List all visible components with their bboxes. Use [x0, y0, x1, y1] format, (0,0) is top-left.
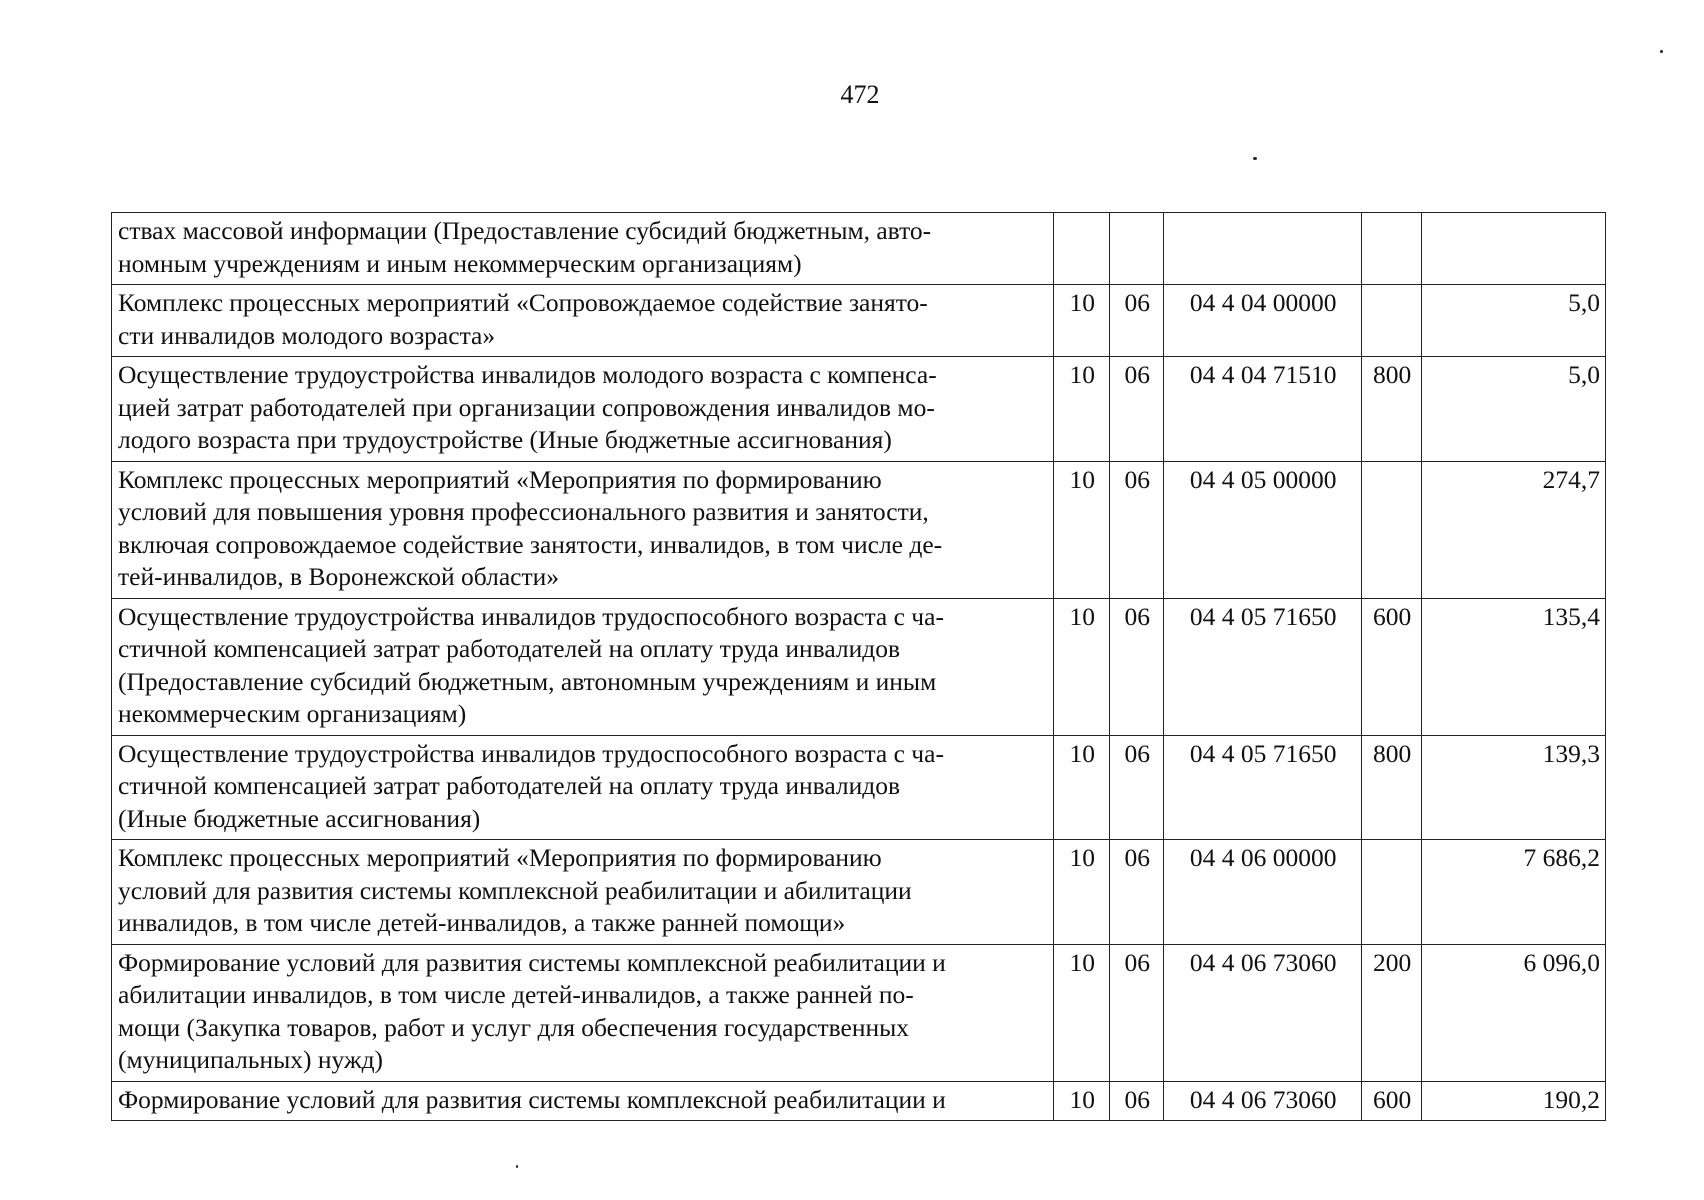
scan-speck [516, 1165, 518, 1168]
table-row [112, 944, 1606, 1081]
expense-type-code: 600 [1362, 1081, 1422, 1121]
page-number: 472 [840, 80, 880, 109]
expense-type-code: 800 [1362, 357, 1422, 462]
description-line: условий для развития системы комплексной реабилитации и абилитации [118, 875, 912, 905]
description-line: инвалидов, в том числе детей-инвалидов, а также ранней помощи» [118, 908, 846, 937]
amount: 5,0 [1422, 357, 1606, 462]
subsection-code: 06 [1110, 357, 1164, 462]
budget-table-body [112, 213, 1606, 1121]
target-article-code: 04 4 04 71510 [1164, 357, 1362, 462]
subsection-code: 06 [1110, 598, 1164, 735]
subsection-code: 06 [1110, 1081, 1164, 1121]
description-line: стичной компенсацией затрат работодателей на оплату труда инвалидов [118, 634, 900, 663]
subsection-code: 06 [1110, 840, 1164, 945]
description-line: стичной компенсацией затрат работодателей на оплату труда инвалидов [118, 771, 900, 800]
table-row [112, 1081, 1606, 1121]
expense-type-code [1362, 461, 1422, 598]
section-code: 10 [1054, 461, 1110, 598]
description-line: условий для повышения уровня профессионального развития и занятости, [118, 497, 929, 526]
description-line: Осуществление трудоустройства инвалидов молодого возраста с компенса- [118, 360, 937, 389]
section-code: 10 [1054, 944, 1110, 1081]
table-row [112, 461, 1606, 598]
target-article-code: 04 4 05 71650 [1164, 735, 1362, 840]
row-description [112, 840, 1054, 945]
scan-speck [1660, 50, 1663, 53]
subsection-code: 06 [1110, 461, 1164, 598]
description-line: Осуществление трудоустройства инвалидов трудоспособного возраста с ча- [118, 738, 944, 768]
amount: 135,4 [1422, 598, 1606, 735]
target-article-code: 04 4 06 73060 [1164, 1081, 1362, 1121]
description-line: мощи (Закупка товаров, работ и услуг для обеспечения государственных [118, 1012, 910, 1042]
section-code: 10 [1054, 735, 1110, 840]
description-line: (Предоставление субсидий бюджетным, автономным учреждениям и иным [118, 666, 937, 696]
row-description [112, 285, 1054, 357]
amount: 139,3 [1422, 735, 1606, 840]
row-description [112, 944, 1054, 1081]
row-description [112, 461, 1054, 598]
amount: 274,7 [1422, 461, 1606, 598]
subsection-code: 06 [1110, 285, 1164, 357]
row-description [112, 213, 1054, 285]
target-article-code: 04 4 04 00000 [1164, 285, 1362, 357]
row-description [112, 598, 1054, 735]
budget-table [111, 212, 1606, 1121]
table-row [112, 598, 1606, 735]
description-line: некоммерческим организациям) [118, 699, 467, 728]
expense-type-code [1362, 213, 1422, 285]
description-line: Формирование условий для развития системы комплексной реабилитации и [118, 947, 946, 977]
description-line: включая сопровождаемое содействие занятости, инвалидов, в том числе де- [118, 529, 943, 559]
subsection-code: 06 [1110, 735, 1164, 840]
target-article-code: 04 4 05 71650 [1164, 598, 1362, 735]
section-code [1054, 213, 1110, 285]
description-line: ствах массовой информации (Предоставление субсидий бюджетным, авто- [118, 216, 932, 245]
section-code: 10 [1054, 840, 1110, 945]
description-line: Комплекс процессных мероприятий «Мероприятия по формированию [118, 464, 882, 494]
table-row [112, 285, 1606, 357]
expense-type-code: 800 [1362, 735, 1422, 840]
description-line: Комплекс процессных мероприятий «Сопровождаемое содействие занято- [118, 288, 928, 317]
subsection-code: 06 [1110, 944, 1164, 1081]
target-article-code: 04 4 05 00000 [1164, 461, 1362, 598]
amount: 190,2 [1422, 1081, 1606, 1121]
target-article-code: 04 4 06 73060 [1164, 944, 1362, 1081]
amount: 6 096,0 [1422, 944, 1606, 1081]
description-line: сти инвалидов молодого возраста» [118, 320, 496, 350]
description-line: (Иные бюджетные ассигнования) [118, 803, 481, 833]
amount: 5,0 [1422, 285, 1606, 357]
target-article-code [1164, 213, 1362, 285]
description-line: абилитации инвалидов, в том числе детей-инвалидов, а также ранней по- [118, 980, 914, 1009]
description-line: номным учреждениям и иным некоммерческим организациям) [118, 248, 802, 278]
amount [1422, 213, 1606, 285]
description-line: Осуществление трудоустройства инвалидов трудоспособного возраста с ча- [118, 601, 944, 631]
expense-type-code [1362, 285, 1422, 357]
expense-type-code: 200 [1362, 944, 1422, 1081]
description-line: (муниципальных) нужд) [118, 1045, 384, 1074]
description-line: Комплекс процессных мероприятий «Мероприятия по формированию [118, 843, 882, 872]
subsection-code [1110, 213, 1164, 285]
section-code: 10 [1054, 285, 1110, 357]
section-code: 10 [1054, 1081, 1110, 1121]
description-line: тей-инвалидов, в Воронежской области» [118, 562, 559, 591]
amount: 7 686,2 [1422, 840, 1606, 945]
table-row [112, 213, 1606, 285]
expense-type-code [1362, 840, 1422, 945]
description-line: цией затрат работодателей при организации сопровождения инвалидов мо- [118, 392, 935, 422]
expense-type-code: 600 [1362, 598, 1422, 735]
row-description [112, 735, 1054, 840]
section-code: 10 [1054, 357, 1110, 462]
description-line: Формирование условий для развития системы комплексной реабилитации и [118, 1084, 946, 1114]
table-row [112, 735, 1606, 840]
section-code: 10 [1054, 598, 1110, 735]
row-description [112, 357, 1054, 462]
row-description [112, 1081, 1054, 1121]
description-line: лодого возраста при трудоустройстве (Иные бюджетные ассигнования) [118, 425, 892, 454]
scan-speck [1253, 157, 1257, 160]
table-row [112, 840, 1606, 945]
target-article-code: 04 4 06 00000 [1164, 840, 1362, 945]
table-row [112, 357, 1606, 462]
